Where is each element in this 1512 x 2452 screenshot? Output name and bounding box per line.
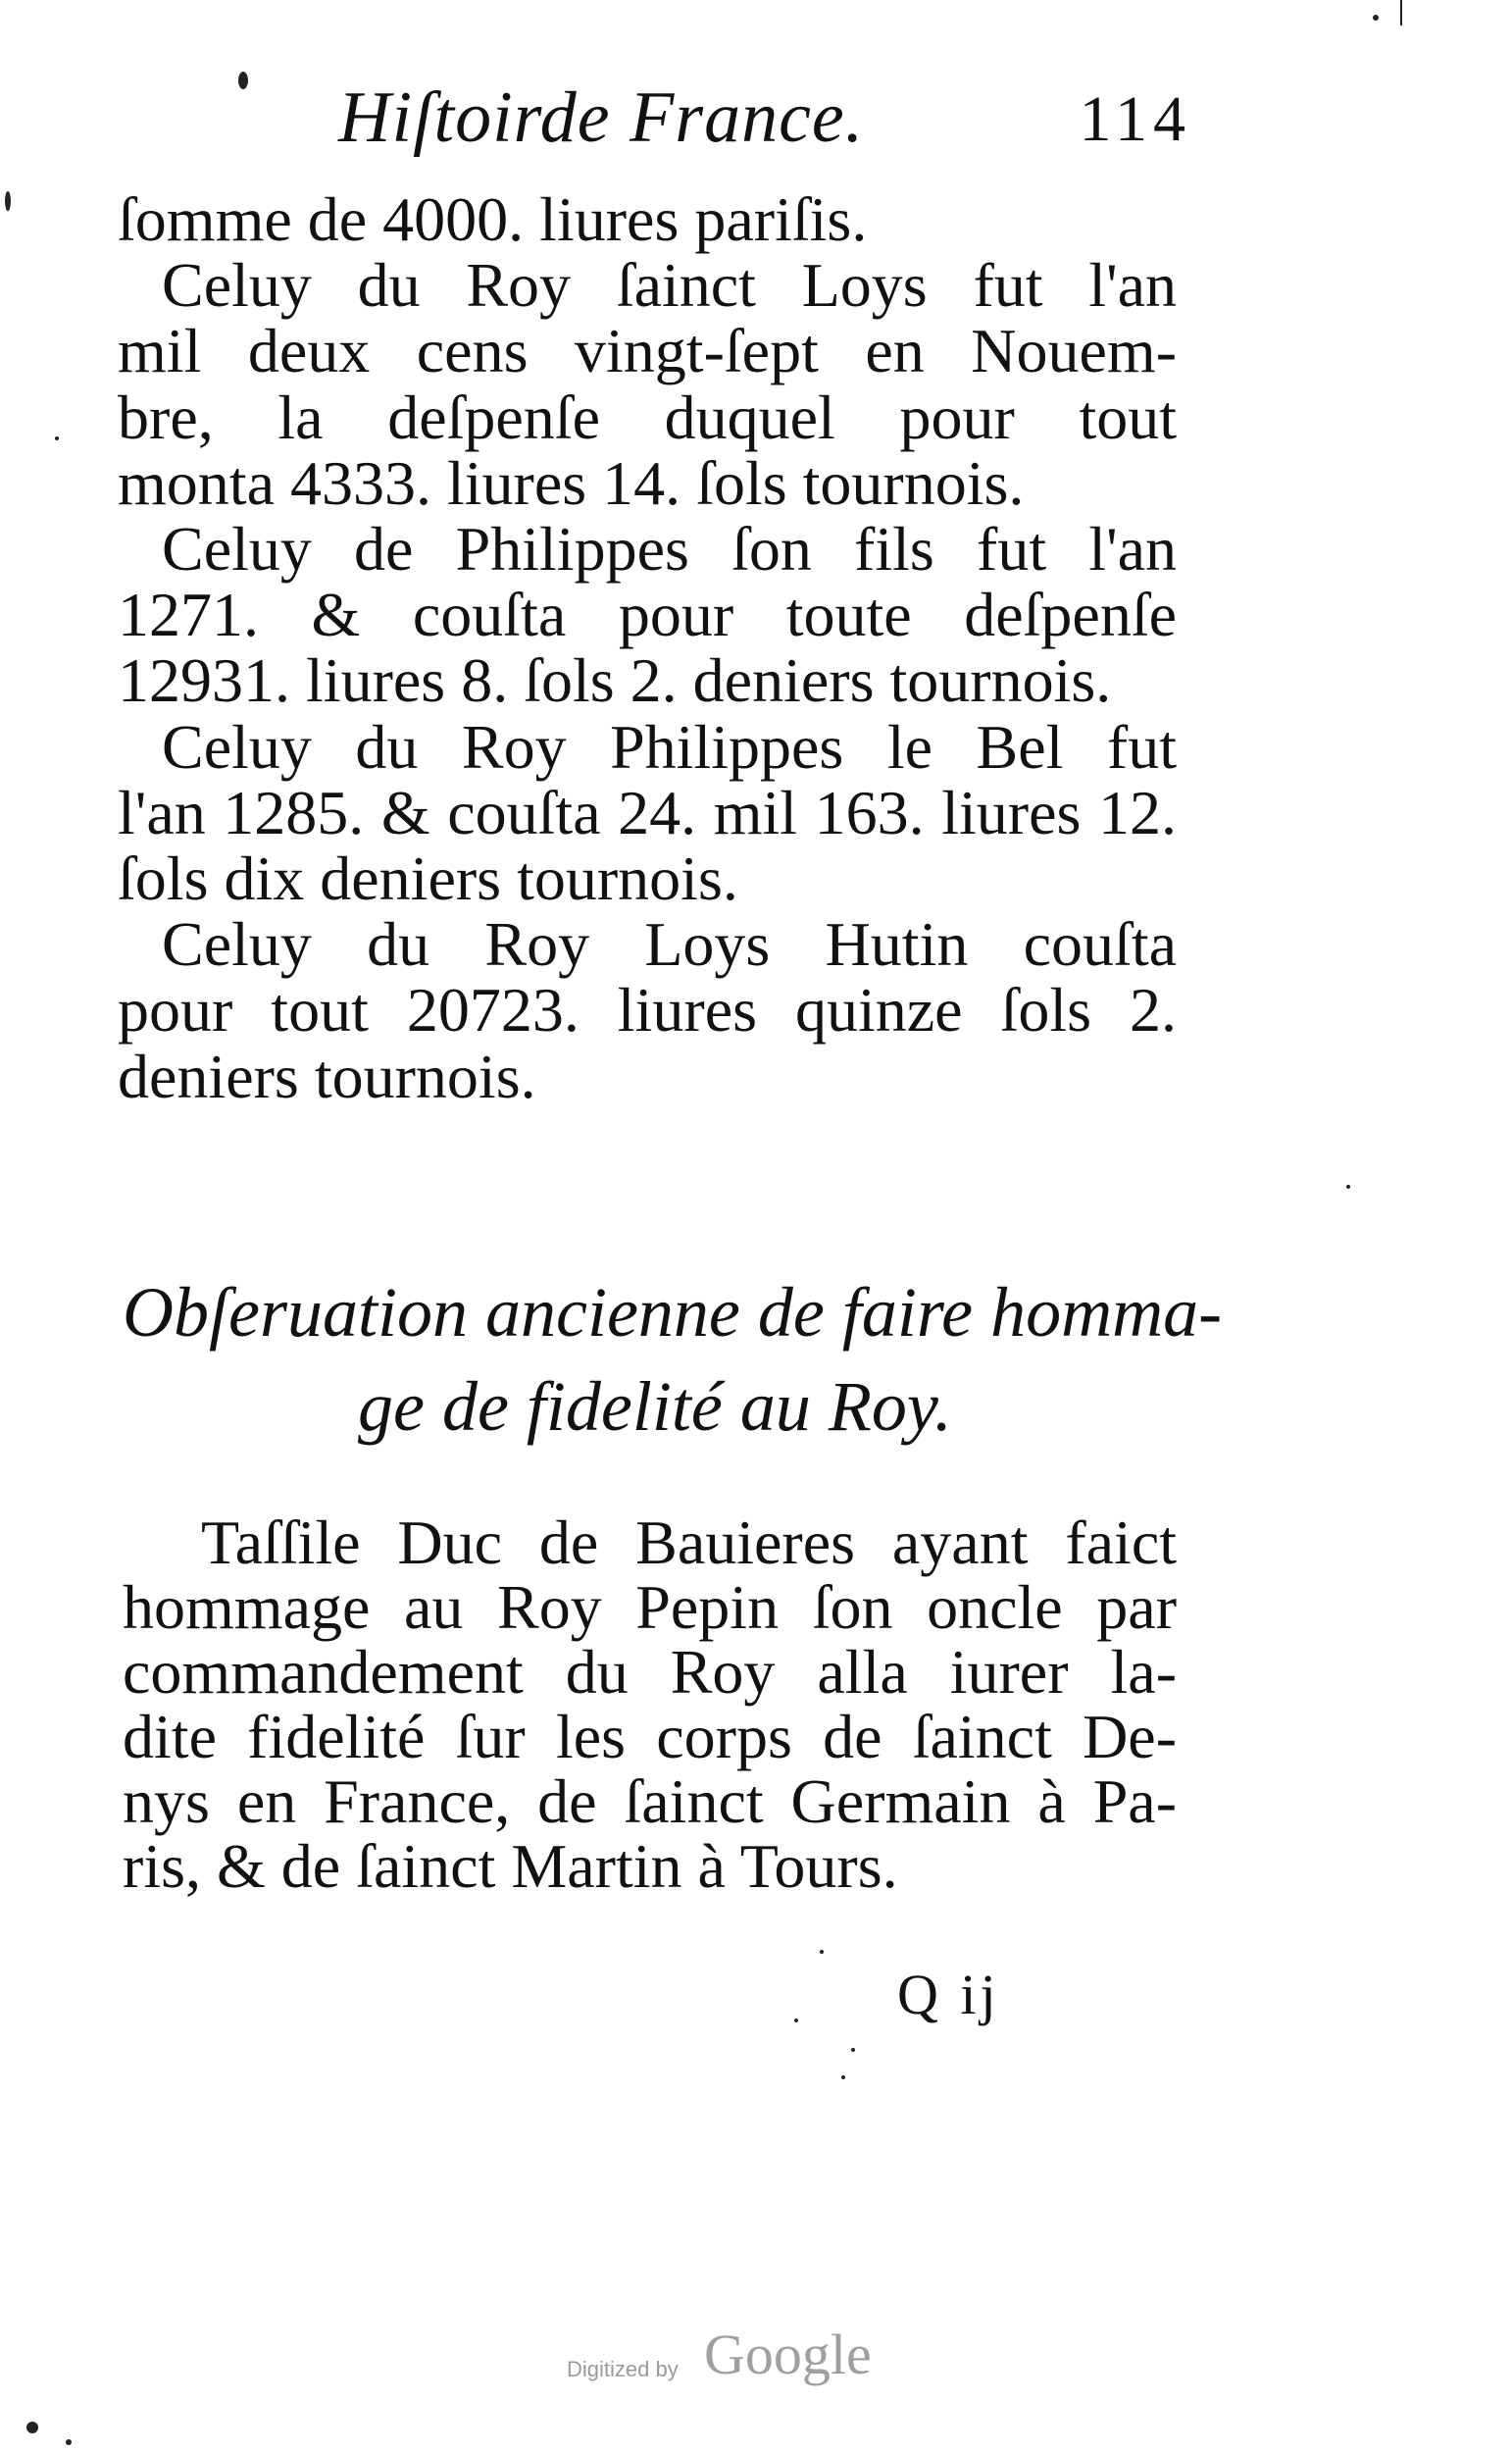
heading-line: Obſeruation ancienne de faire homma- bbox=[123, 1273, 1223, 1352]
paragraph bbox=[118, 252, 1177, 516]
text-line: Taſſile Duc de Bauieres ayant faict bbox=[201, 1507, 1177, 1577]
text-line: dite fidelité ſur les corps de ſainct De- bbox=[123, 1702, 1177, 1771]
paragraph bbox=[123, 1507, 1177, 1901]
paragraph bbox=[118, 186, 1177, 252]
running-title: Hiſtoirde France. bbox=[338, 77, 865, 158]
text-line: ſomme de 4000. liures pariſis. bbox=[118, 184, 868, 254]
text-line: pour tout 20723. liures quinze ſols 2. bbox=[118, 975, 1177, 1046]
google-watermark bbox=[567, 2320, 979, 2398]
text-line: l'an 1285. & couſta 24. mil 163. liures 12. bbox=[118, 777, 1177, 847]
text-line: ſols dix deniers tournois. bbox=[118, 843, 738, 914]
text-line: bre, la deſpenſe duquel pour tout bbox=[118, 382, 1177, 452]
paragraph bbox=[118, 516, 1177, 714]
paragraph bbox=[118, 911, 1177, 1109]
page-number: 114 bbox=[1079, 83, 1191, 155]
watermark-caption: Digitized by bbox=[567, 2357, 679, 2381]
section-heading bbox=[123, 1265, 1223, 1454]
text-line: Celuy du Roy Philippes le Bel fut bbox=[162, 711, 1177, 782]
text-line: nys en France, de ſainct Germain à Pa- bbox=[123, 1766, 1177, 1836]
text-line: monta 4333. liures 14. ſols tournois. bbox=[118, 447, 1025, 518]
paragraph bbox=[118, 711, 1177, 914]
text-line: Celuy du Roy ſainct Loys fut l'an bbox=[162, 250, 1177, 321]
google-logo: Google bbox=[704, 2323, 872, 2386]
text-line: mil deux cens vingt-ſept en Nouem- bbox=[118, 316, 1177, 386]
body-text bbox=[118, 186, 1177, 1109]
heading-line: ge de fidelité au Roy. bbox=[358, 1367, 952, 1446]
text-line: Celuy de Philippes ſon fils fut l'an bbox=[162, 514, 1177, 585]
text-line: 12931. liures 8. ſols 2. deniers tournois. bbox=[118, 645, 1112, 716]
text-line: hommage au Roy Pepin ſon oncle par bbox=[123, 1572, 1177, 1642]
page-header bbox=[338, 59, 1211, 167]
text-line: ris, & de ſainct Martin à Tours. bbox=[123, 1831, 898, 1901]
text-line: commandement du Roy alla iurer la- bbox=[123, 1637, 1177, 1707]
text-line: 1271. & couſta pour toute deſpenſe bbox=[118, 580, 1177, 650]
text-line: deniers tournois. bbox=[118, 1041, 536, 1111]
signature-mark: Q ij bbox=[897, 1963, 1000, 2026]
text-line: Celuy du Roy Loys Hutin couſta bbox=[162, 909, 1177, 980]
